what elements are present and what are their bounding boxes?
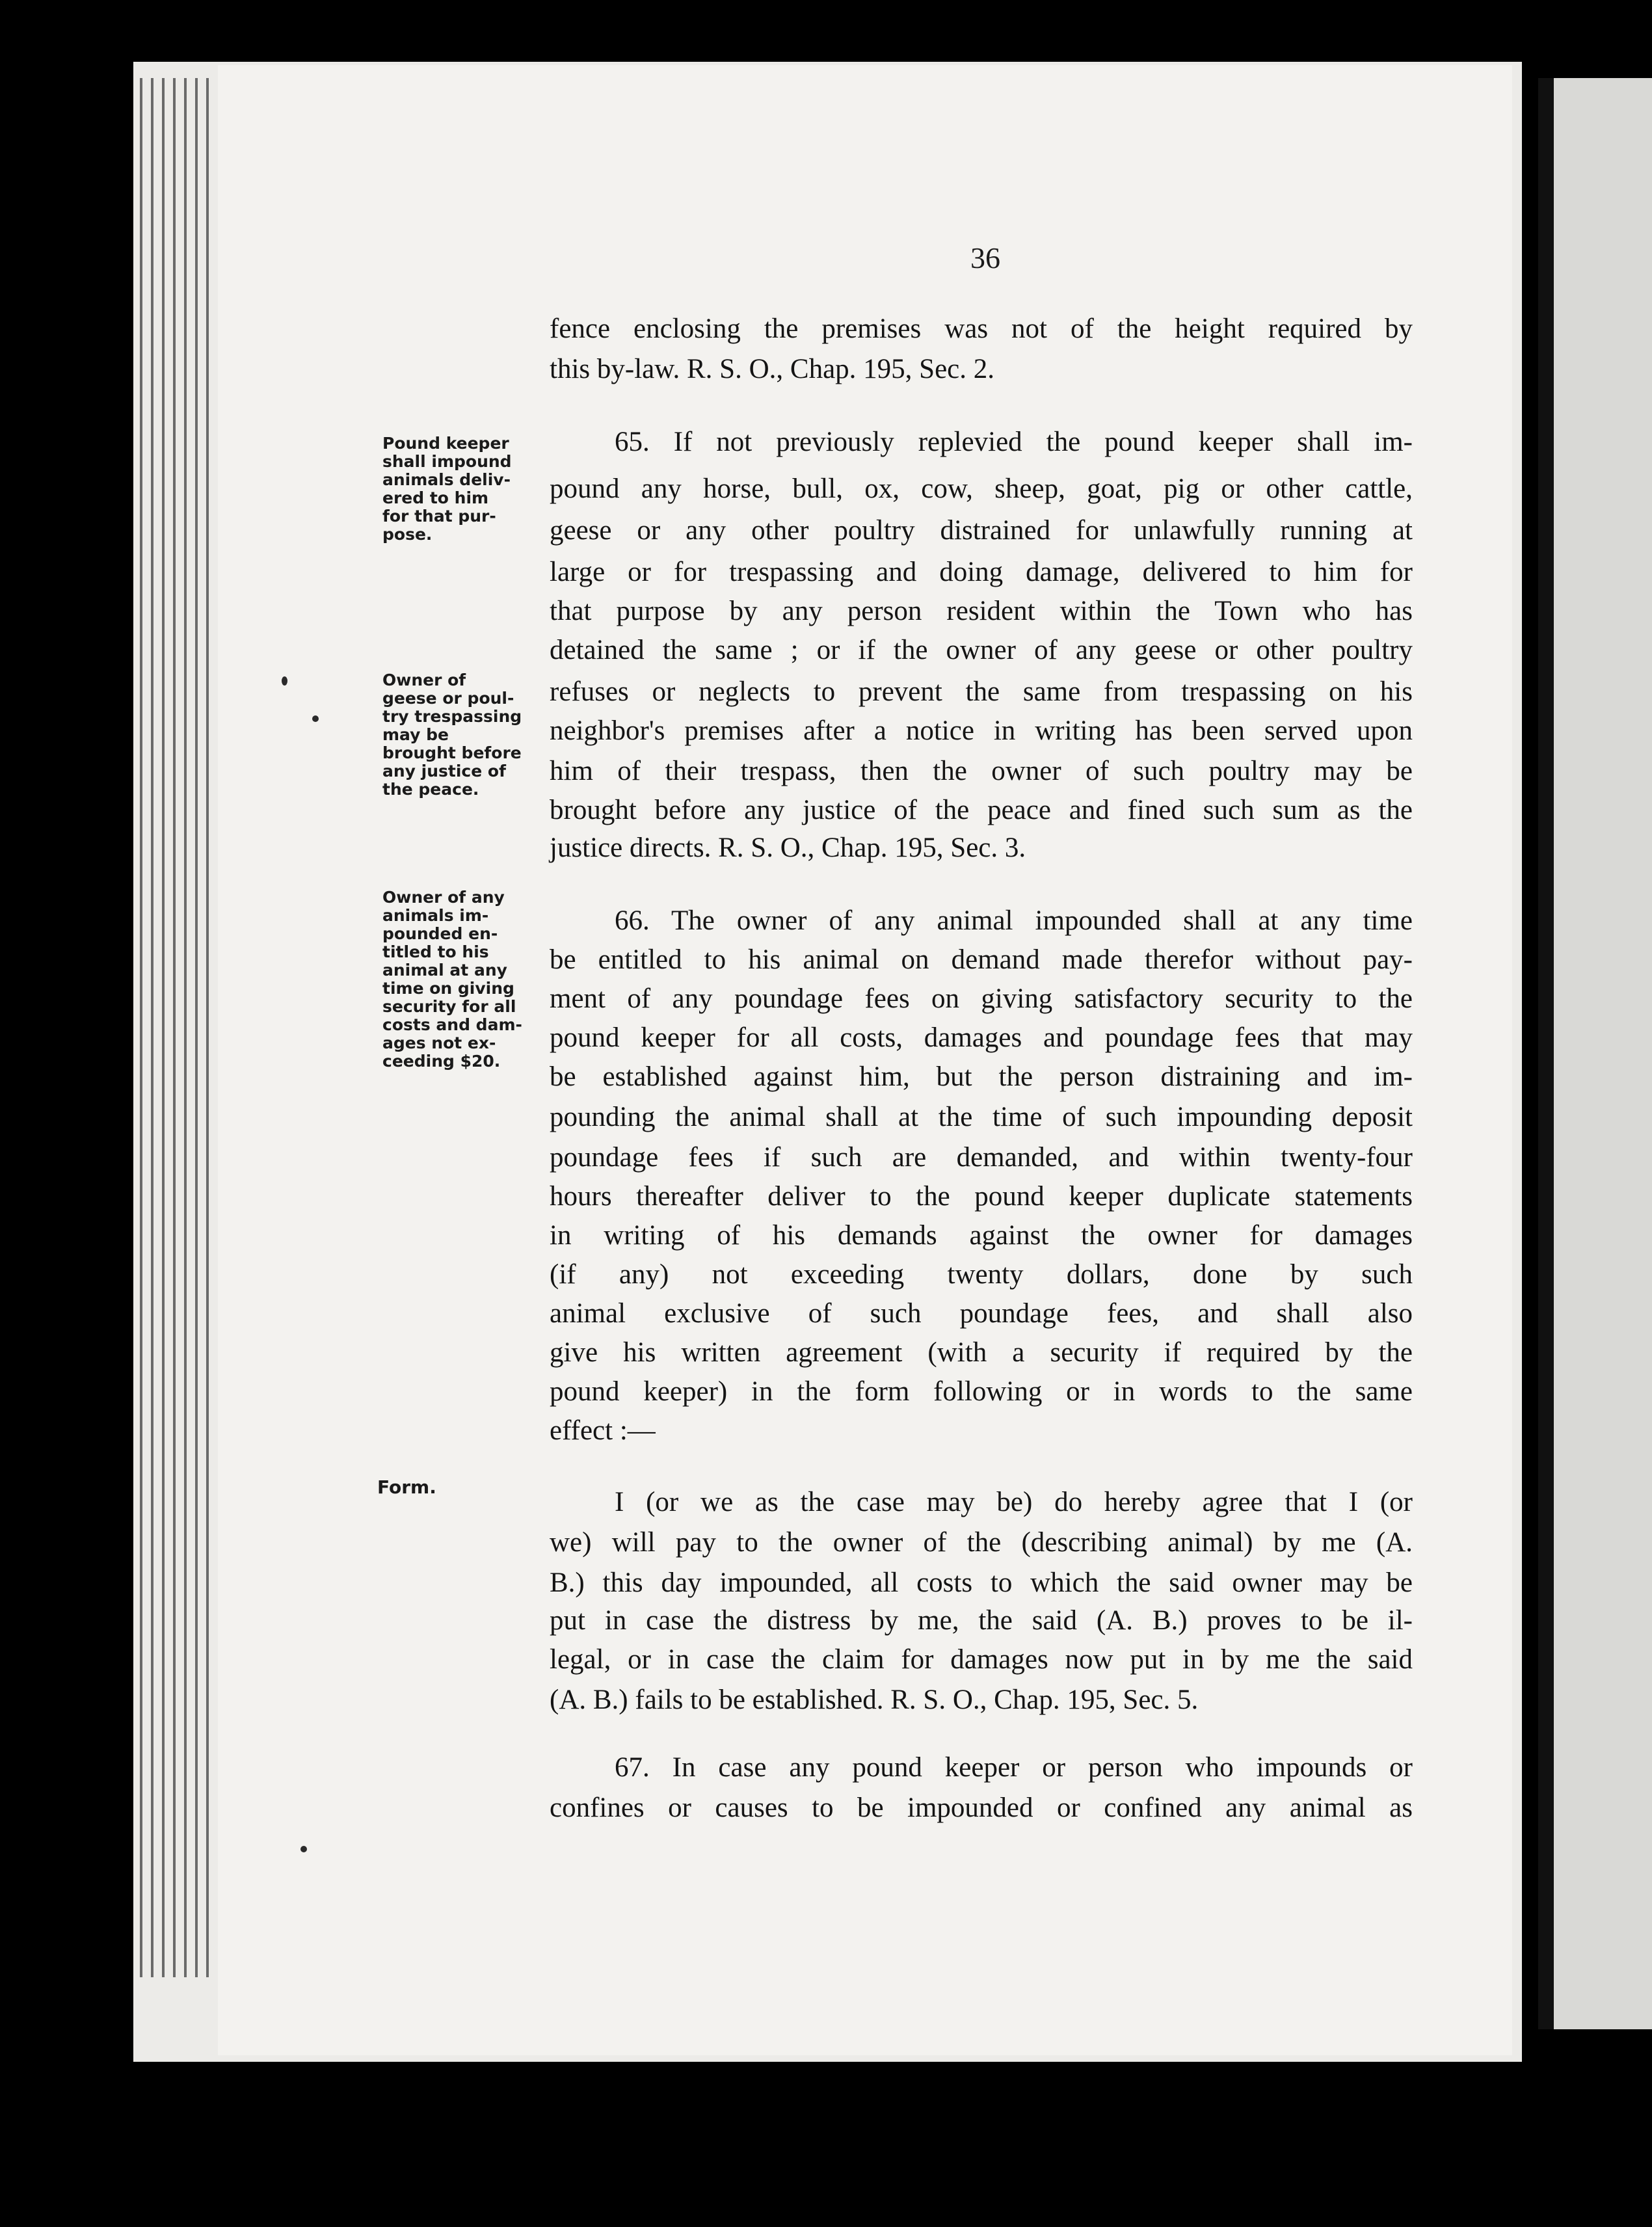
facing-page bbox=[1538, 78, 1652, 2029]
page-edge bbox=[173, 78, 176, 1977]
body-line: be established against him, but the person distraining and im- bbox=[550, 1061, 1413, 1092]
margin-note-line: try trespassing bbox=[382, 707, 522, 726]
margin-note-line: animals im- bbox=[382, 906, 489, 925]
page-number: 36 bbox=[970, 241, 1000, 274]
body-line: poundage fees if such are demanded, and within twenty-four bbox=[550, 1142, 1413, 1173]
body-line: 67. In case any pound keeper or person who impounds or bbox=[615, 1752, 1413, 1783]
body-line: (A. B.) fails to be established. R. S. O., Chap. 195, Sec. 5. bbox=[550, 1685, 1199, 1715]
body-line: I (or we as the case may be) do hereby agree that I (or bbox=[615, 1487, 1413, 1517]
body-line: pound keeper) in the form following or in words to the same bbox=[550, 1376, 1413, 1407]
margin-note-line: ages not ex- bbox=[382, 1033, 496, 1052]
page-edge bbox=[184, 78, 187, 1977]
margin-note-form: Form. bbox=[377, 1476, 436, 1498]
body-line: hours thereafter deliver to the pound keeper duplicate statements bbox=[550, 1181, 1413, 1212]
body-line: pound any horse, bull, ox, cow, sheep, goat, pig or other cattle, bbox=[550, 473, 1413, 504]
margin-note-line: geese or poul- bbox=[382, 689, 514, 708]
margin-note-line: brought before bbox=[382, 743, 522, 762]
scan-speck bbox=[312, 715, 319, 722]
body-line: geese or any other poultry distrained for unlawfully running at bbox=[550, 515, 1413, 546]
body-line: B.) this day impounded, all costs to which the said owner may be bbox=[550, 1567, 1413, 1598]
body-line: fence enclosing the premises was not of the height required by bbox=[550, 313, 1413, 344]
body-line: this by-law. R. S. O., Chap. 195, Sec. 2. bbox=[550, 354, 994, 384]
body-line: put in case the distress by me, the said (A. B.) proves to be il- bbox=[550, 1605, 1413, 1636]
margin-note-owner-of-geese bbox=[382, 671, 546, 799]
body-line: legal, or in case the claim for damages now put in by me the said bbox=[550, 1644, 1413, 1675]
body-line: 66. The owner of any animal impounded shall at any time bbox=[615, 905, 1413, 936]
margin-note-line: time on giving bbox=[382, 979, 514, 998]
margin-note-line: pounded en- bbox=[382, 924, 498, 943]
margin-note-owner-entitled bbox=[382, 888, 546, 1071]
margin-note-line: Owner of any bbox=[382, 888, 505, 907]
margin-note-line: Owner of bbox=[382, 671, 466, 689]
body-line: 65. If not previously replevied the pound keeper shall im- bbox=[615, 427, 1413, 457]
body-line: be entitled to his animal on demand made therefor without pay- bbox=[550, 944, 1413, 975]
body-line: detained the same ; or if the owner of any geese or other poultry bbox=[550, 635, 1413, 665]
page-edge bbox=[162, 78, 165, 1977]
margin-note-line: security for all bbox=[382, 997, 516, 1016]
body-line: brought before any justice of the peace and fined such sum as the bbox=[550, 795, 1413, 825]
body-line: effect :— bbox=[550, 1415, 656, 1446]
body-line: we) will pay to the owner of the (describing animal) by me (A. bbox=[550, 1527, 1413, 1558]
margin-note-line: pose. bbox=[382, 525, 433, 544]
body-line: (if any) not exceeding twenty dollars, done by such bbox=[550, 1259, 1413, 1290]
page-edge bbox=[140, 78, 142, 1977]
page-edge bbox=[151, 78, 153, 1977]
margin-note-line: animal at any bbox=[382, 961, 507, 980]
margin-note-line: ceeding $20. bbox=[382, 1052, 501, 1071]
margin-note-line: any justice of bbox=[382, 762, 506, 780]
margin-note-line: for that pur- bbox=[382, 507, 496, 526]
scan-speck bbox=[282, 676, 287, 686]
margin-note-line: Pound keeper bbox=[382, 434, 509, 453]
body-line: him of their trespass, then the owner of such poultry may be bbox=[550, 756, 1413, 786]
body-line: give his written agreement (with a security if required by the bbox=[550, 1337, 1413, 1368]
body-line: in writing of his demands against the owner for damages bbox=[550, 1220, 1413, 1251]
margin-note-line: costs and dam- bbox=[382, 1015, 522, 1034]
body-line: neighbor's premises after a notice in writing has been served upon bbox=[550, 715, 1413, 746]
page-edge bbox=[195, 78, 198, 1977]
margin-note-line: animals deliv- bbox=[382, 470, 511, 489]
margin-note-pound-keeper bbox=[382, 434, 546, 544]
page-edge bbox=[206, 78, 209, 1977]
margin-note-line: may be bbox=[382, 725, 449, 744]
body-line: that purpose by any person resident within the Town who has bbox=[550, 596, 1413, 626]
body-line: ment of any poundage fees on giving satisfactory security to the bbox=[550, 983, 1413, 1014]
scan-speck bbox=[300, 1846, 307, 1852]
body-line: animal exclusive of such poundage fees, and shall also bbox=[550, 1298, 1413, 1329]
body-line: refuses or neglects to prevent the same from trespassing on his bbox=[550, 676, 1413, 707]
body-line: large or for trespassing and doing damage, delivered to him for bbox=[550, 557, 1413, 587]
margin-note-line: shall impound bbox=[382, 452, 512, 471]
body-line: pound keeper for all costs, damages and poundage fees that may bbox=[550, 1022, 1413, 1053]
body-line: pounding the animal shall at the time of such impounding deposit bbox=[550, 1102, 1413, 1132]
body-line: confines or causes to be impounded or confined any animal as bbox=[550, 1793, 1413, 1823]
body-line: justice directs. R. S. O., Chap. 195, Sec. 3. bbox=[550, 833, 1026, 863]
margin-note-line: ered to him bbox=[382, 488, 489, 507]
margin-note-line: titled to his bbox=[382, 942, 489, 961]
margin-note-line: the peace. bbox=[382, 780, 479, 799]
